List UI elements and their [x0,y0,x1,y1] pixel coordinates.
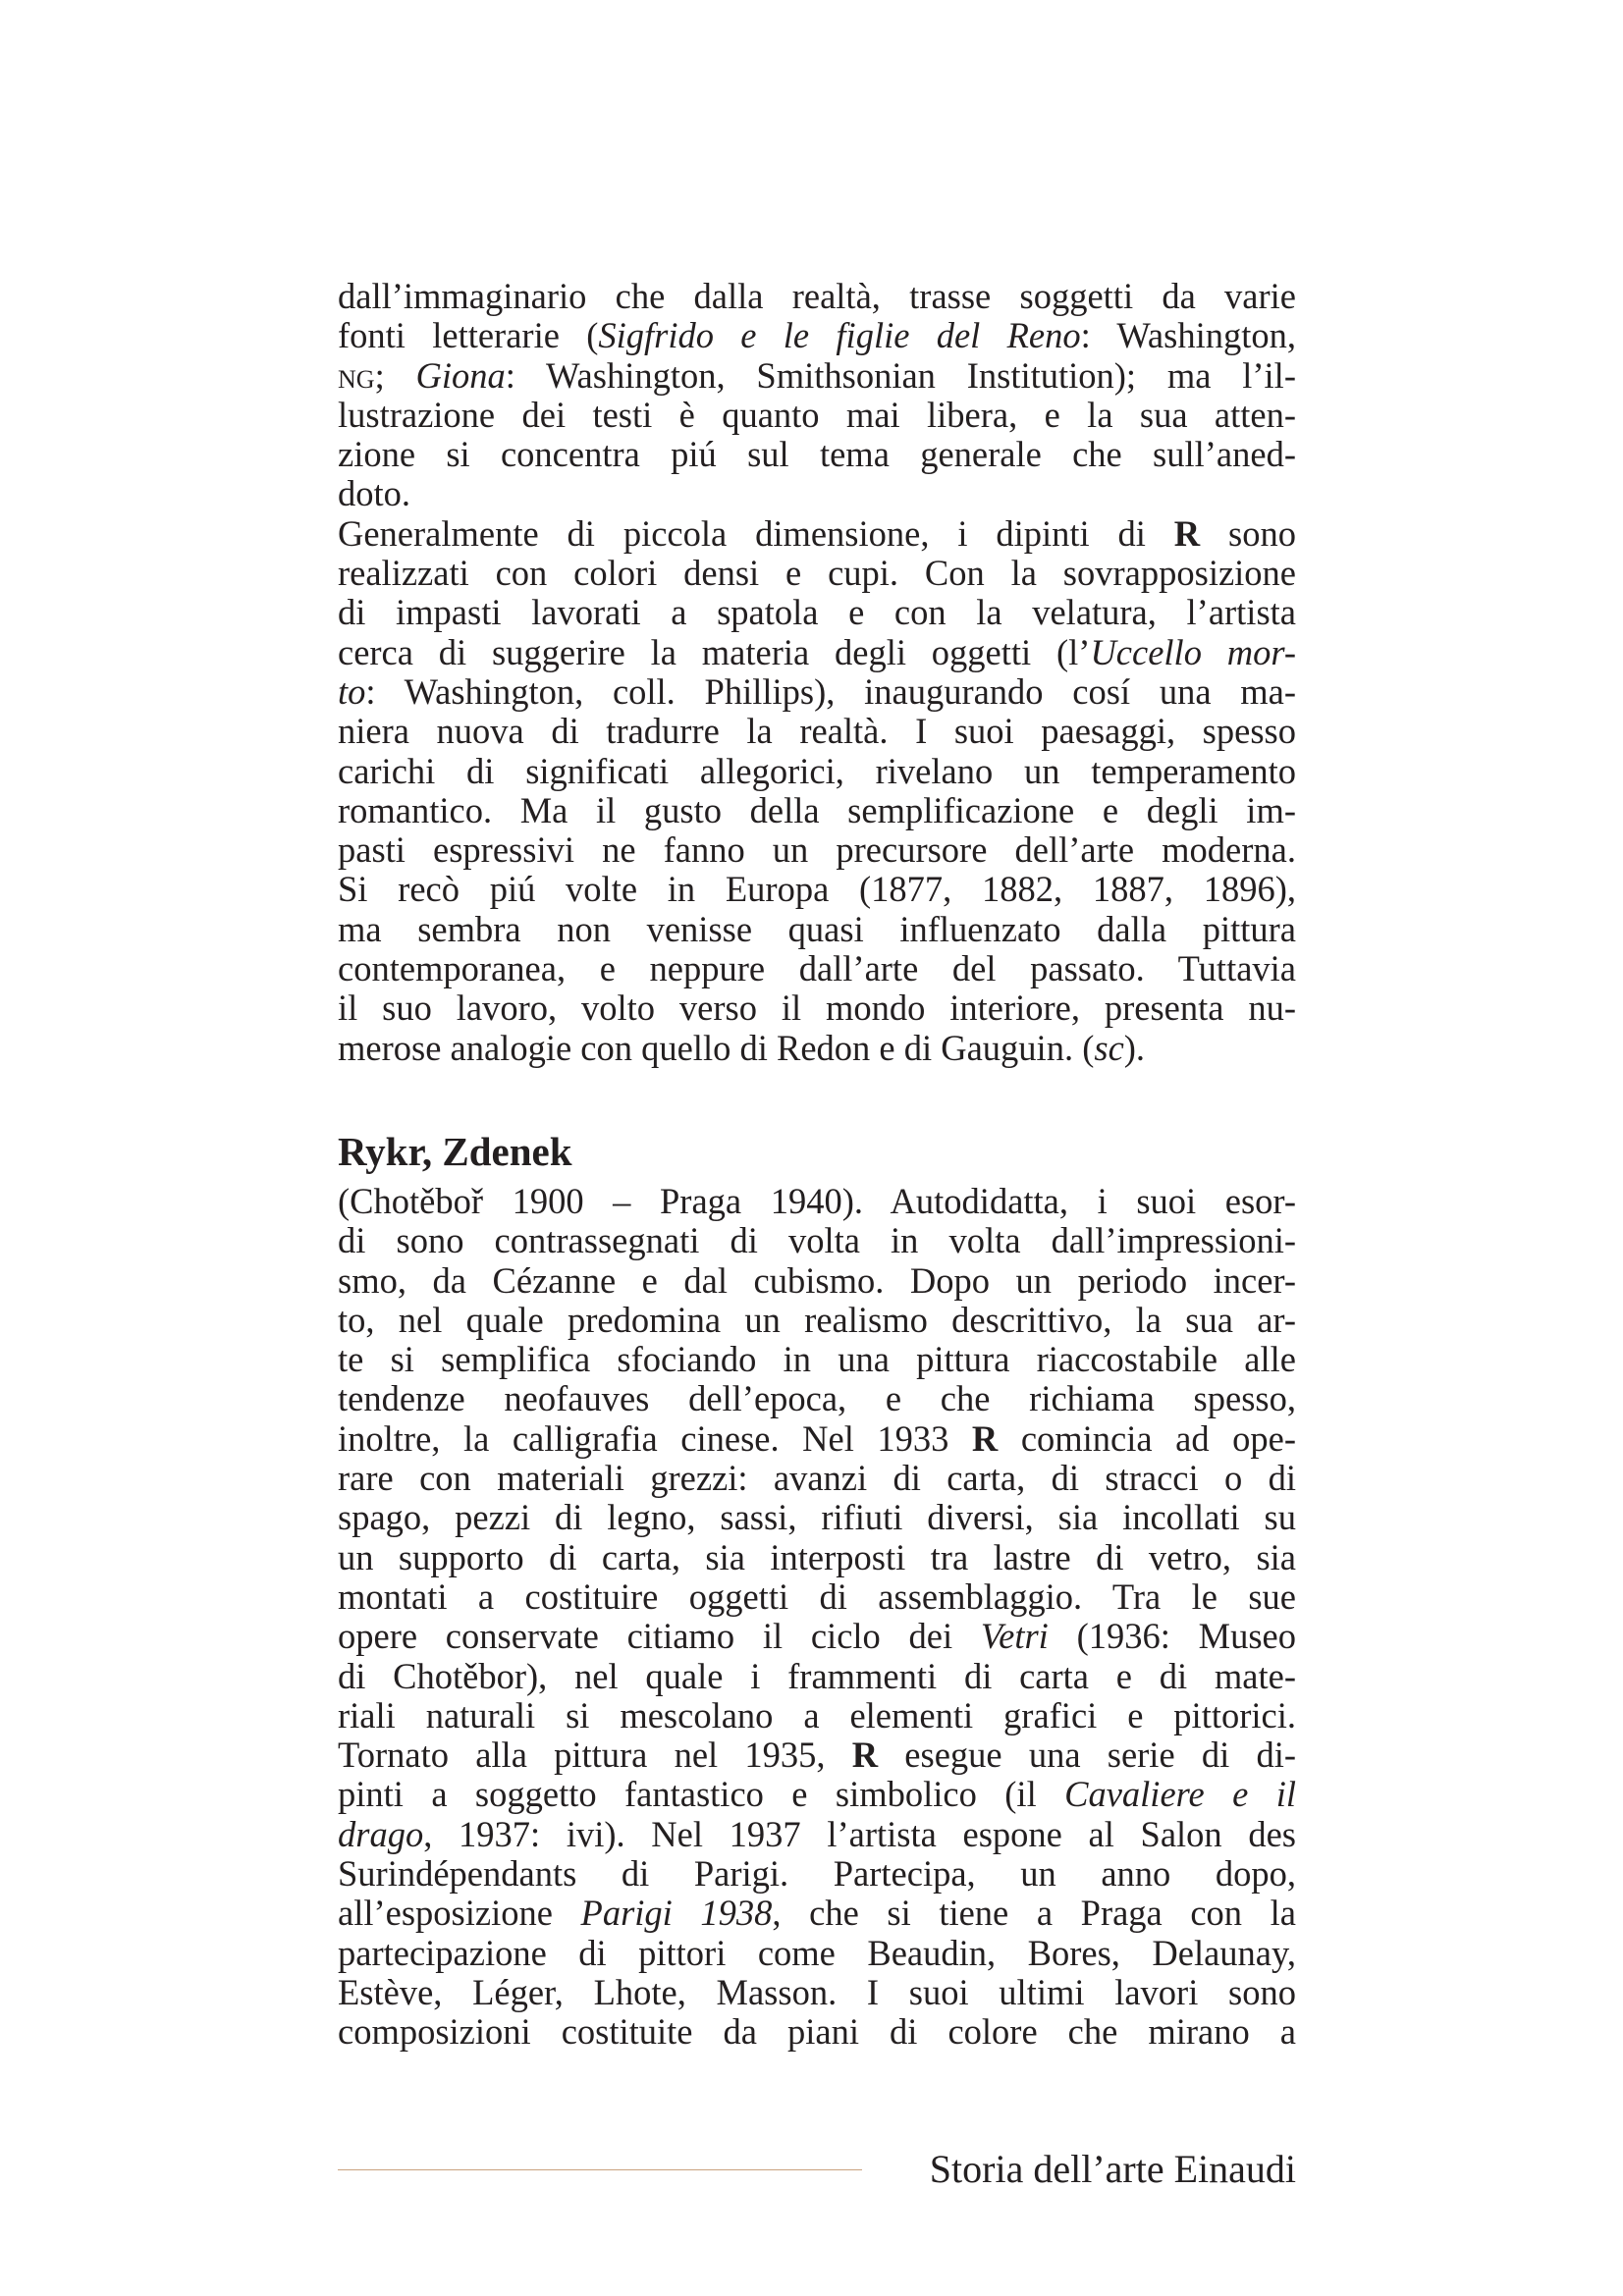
text-line: to, nel quale predomina un realismo descrittivo, la sua ar- [338,1299,1296,1340]
text-line: all’esposizione Parigi 1938, che si tiene a Praga con la [338,1893,1296,1934]
text-line: inoltre, la calligrafia cinese. Nel 1933 R comincia ad ope- [338,1417,1296,1459]
text-line: pasti espressivi ne fanno un precursore dell’arte moderna. [338,829,1296,871]
text-line: drago, 1937: ivi). Nel 1937 l’artista espone al Salon des [338,1813,1296,1854]
entry-heading: Rykr, Zdenek [338,1128,572,1174]
text-line: to: Washington, coll. Phillips), inaugurando cosí una ma- [338,670,1296,712]
text-line: montati a costituire oggetti di assemblaggio. Tra le sue [338,1575,1296,1617]
text-line: di sono contrassegnati di volta in volta dall’impressioni- [338,1220,1296,1261]
text-line: te si semplifica sfociando in una pittura riaccostabile alle [338,1339,1296,1380]
text-line: contemporanea, e neppure dall’arte del passato. Tuttavia [338,948,1296,989]
text-line: Si recò piú volte in Europa (1877, 1882, 1887, 1896), [338,869,1296,910]
text-line: realizzati con colori densi e cupi. Con la sovrapposizione [338,553,1296,594]
text-line: fonti letterarie (Sigfrido e le figlie del Reno: Washington, [338,315,1296,356]
page-footer [338,2140,1296,2199]
text-line: composizioni costituite da piani di colore che mirano a [338,2011,1296,2053]
text-line: smo, da Cézanne e dal cubismo. Dopo un periodo incer- [338,1259,1296,1301]
text-line: (Chotěboř 1900 – Praga 1940). Autodidatta, i suoi esor- [338,1180,1296,1221]
text-line: merose analogie con quello di Redon e di Gauguin. (sc). [338,1027,1146,1068]
text-line: di impasti lavorati a spatola e con la velatura, l’artista [338,592,1296,633]
text-line: un supporto di carta, sia interposti tra lastre di vetro, sia [338,1536,1296,1577]
text-line: romantico. Ma il gusto della semplificazione e degli im- [338,789,1296,830]
text-line: tendenze neofauves dell’epoca, e che richiama spesso, [338,1378,1296,1419]
text-line: ma sembra non venisse quasi influenzato dalla pittura [338,908,1296,949]
footer-rule [338,2169,862,2170]
text-column [338,277,1296,2052]
text-line: partecipazione di pittori come Beaudin, Bores, Delaunay, [338,1932,1296,1973]
text-line: carichi di significati allegorici, rivelano un temperamento [338,750,1296,791]
text-line: opere conservate citiamo il ciclo dei Vetri (1936: Museo [338,1616,1296,1657]
text-line: Generalmente di piccola dimensione, i dipinti di R sono [338,512,1296,554]
text-line: pinti a soggetto fantastico e simbolico (il Cavaliere e il [338,1774,1296,1815]
text-line: zione si concentra piú sul tema generale che sull’aned- [338,434,1296,475]
text-line: rare con materiali grezzi: avanzi di carta, di stracci o di [338,1458,1296,1499]
text-line: lustrazione dei testi è quanto mai libera, e la sua atten- [338,394,1296,435]
text-line: riali naturali si mescolano a elementi grafici e pittorici. [338,1694,1296,1735]
entry-body [338,1182,1296,2053]
text-line: doto. [338,473,411,514]
footer-title: Storia dell’arte Einaudi [929,2147,1296,2191]
text-line: il suo lavoro, volto verso il mondo interiore, presenta nu- [338,988,1296,1029]
article-body [338,277,1296,1068]
text-line: Estève, Léger, Lhote, Masson. I suoi ultimi lavori sono [338,1971,1296,2012]
text-line: di Chotěbor), nel quale i frammenti di carta e di mate- [338,1655,1296,1696]
text-line: niera nuova di tradurre la realtà. I suoi paesaggi, spesso [338,711,1296,752]
text-line: Surindépendants di Parigi. Partecipa, un anno dopo, [338,1852,1296,1894]
text-line: spago, pezzi di legno, sassi, rifiuti diversi, sia incollati su [338,1497,1296,1538]
text-line: cerca di suggerire la materia degli oggetti (l’Uccello mor- [338,631,1296,672]
section-spacer [338,1068,1296,1121]
text-line: dall’immaginario che dalla realtà, trasse soggetti da varie [338,276,1296,316]
text-line: Tornato alla pittura nel 1935, R esegue una serie di di- [338,1735,1296,1776]
text-line: ng; Giona: Washington, Smithsonian Institution); ma l’il- [338,354,1296,396]
